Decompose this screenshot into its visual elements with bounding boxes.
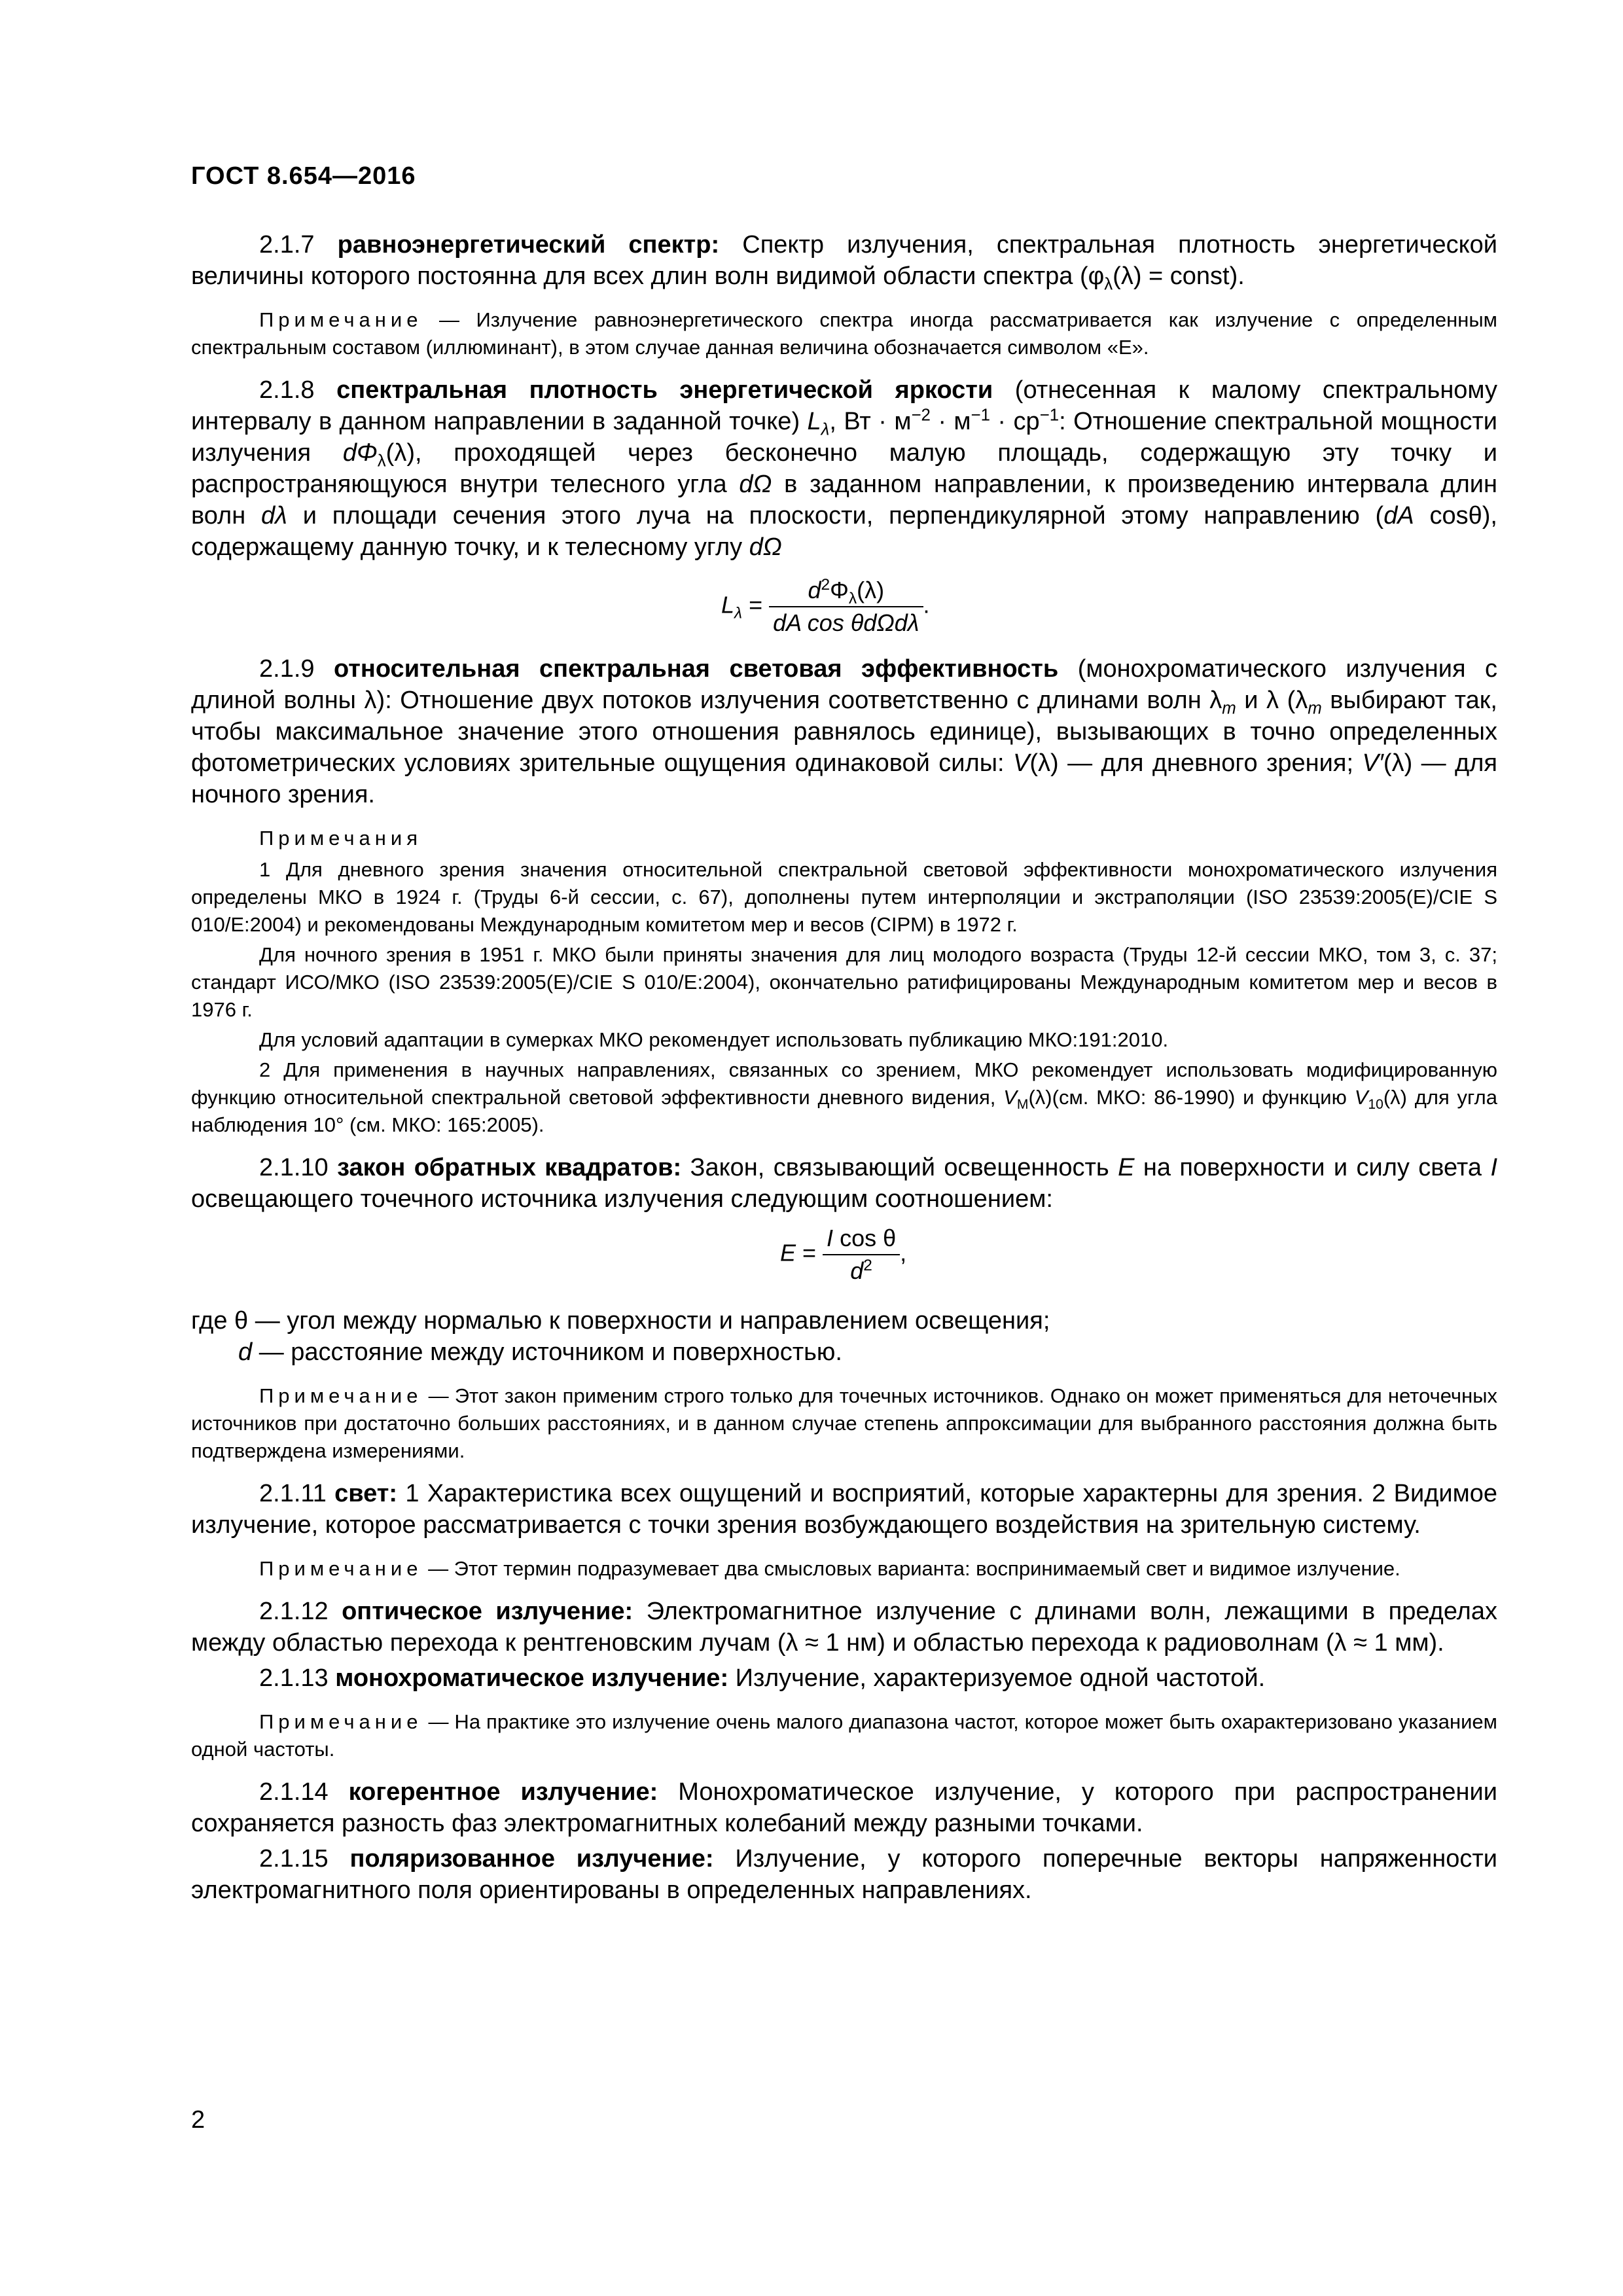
note-1-twilight: Для условий адаптации в сумерках МКО рекомендует использовать публикацию МКО:191:2010. <box>259 1028 1169 1051</box>
subscript: λ <box>377 452 386 471</box>
definition-text: и λ (λ <box>1236 687 1308 714</box>
clause-number: 2.1.12 <box>259 1598 329 1625</box>
note-2-1-13 <box>191 1708 1497 1763</box>
term-title: когерентное излучение: <box>348 1778 658 1806</box>
term-title: свет: <box>334 1480 398 1507</box>
superscript: 2 <box>821 576 830 594</box>
formula-eq: = <box>742 591 770 619</box>
fraction <box>769 577 923 636</box>
definition-text: (монохроматического излучения с длиной волны λ): Отношение двух потоков излучения соответственно с длинами волн λ <box>191 655 1497 714</box>
definition-text: : Отношение спектральной мощности излучения <box>191 408 1497 467</box>
symbol: V′ <box>1362 749 1383 777</box>
definition-2-1-8 <box>191 374 1497 563</box>
definition-text: Излучение, у которого поперечные векторы напряженности электромагнитного поля ориентированы в определенных направлениях. <box>191 1845 1498 1904</box>
clause-number: 2.1.9 <box>259 655 315 683</box>
clause-number: 2.1.8 <box>259 376 315 404</box>
definition-text: , Вт · м <box>829 408 912 435</box>
page-number: 2 <box>191 2106 205 2134</box>
symbol: L <box>807 408 821 435</box>
definition-text: · ср <box>990 408 1040 435</box>
definition-2-1-10 <box>191 1152 1497 1215</box>
definition-2-1-15 <box>191 1843 1497 1906</box>
superscript: 2 <box>863 1257 872 1274</box>
note-2-1-10 <box>191 1382 1497 1465</box>
num-part: I <box>827 1225 834 1251</box>
note-label: Примечание <box>259 308 423 331</box>
definition-text: в заданном направлении, к произведению интервала длин волн <box>191 471 1497 529</box>
note-label: Примечание <box>259 1557 423 1580</box>
subscript: λ <box>1104 275 1113 294</box>
denominator <box>823 1255 900 1284</box>
note-1-night: Для ночного зрения в 1951 г. МКО были приняты значения для лиц молодого возраста (Труды 12-й сессии МКО, том 3, с. 37; стандарт ИСО/МКО (ISO 23539:2005(E)/CIE S 010/E:2004), окончательно ратифицированы Международным комитетом мер и весов в 1976 г. <box>191 943 1497 1021</box>
definition-text: (λ) — для дневного зрения; <box>1029 749 1363 777</box>
definition-text: на поверхности и силу света <box>1134 1154 1491 1181</box>
definition-text: Спектр излучения, спектральная плотность энергетической величины которого постоянна для всех длин волн видимой области спектра (φ <box>191 231 1497 290</box>
note-label: Примечание <box>259 1710 423 1733</box>
numerator <box>823 1225 900 1255</box>
formula-lhs: L <box>721 591 735 619</box>
subscript: λ <box>848 590 857 608</box>
clause-number: 2.1.7 <box>259 231 315 259</box>
subscript: λ <box>734 604 743 622</box>
term-title: закон обратных квадратов: <box>337 1154 682 1181</box>
symbol: V <box>1003 1086 1017 1109</box>
definition-text: (λ) = const). <box>1113 262 1245 290</box>
term-title: поляризованное излучение: <box>349 1845 714 1873</box>
definition-text: Монохроматическое излучение, у которого при распространении сохраняется разность фаз электромагнитных колебаний между разными точками. <box>191 1778 1497 1837</box>
term-title: спектральная плотность энергетической яркости <box>336 376 993 404</box>
symbol: dλ <box>261 502 287 529</box>
definition-text: cosθ), содержащему данную точку, и к телесному углу <box>191 502 1497 561</box>
symbol: dΦ <box>342 439 378 467</box>
where-d <box>191 1336 1497 1368</box>
subscript: m <box>1222 699 1236 718</box>
subscript: 10 <box>1368 1097 1383 1113</box>
note-text: — Излучение равноэнергетического спектра иногда рассматривается как излучение с определенным спектральным составом (иллюминант), в этом случае данная величина обозначается символом «Е». <box>191 308 1497 359</box>
clause-number: 2.1.15 <box>259 1845 329 1873</box>
definition-text: Электромагнитное излучение с длинами волн, лежащими в пределах между областью перехода к рентгеновским лучам (λ ≈ 1 нм) и областью перехода к радиоволнам (λ ≈ 1 мм). <box>191 1598 1497 1657</box>
subscript: M <box>1016 1097 1029 1113</box>
definition-text: 1 Характеристика всех ощущений и восприятий, которые характерны для зрения. 2 Видимое излучение, которое рассматривается с точки зрения возбуждающего воздействия на зрительную систему. <box>191 1480 1497 1539</box>
note-text: 2 Для применения в научных направлениях, связанных со зрением, МКО рекомендует использовать модифицированную функцию относительной спектральной световой эффективности дневного видения, <box>191 1058 1497 1109</box>
num-part: d <box>808 577 821 603</box>
note-text: (λ) для угла наблюдения 10° (см. МКО: 165:2005). <box>191 1086 1497 1136</box>
superscript: −1 <box>971 406 990 425</box>
definition-text: освещающего точечного источника излучения следующим соотношением: <box>191 1185 1053 1213</box>
fraction <box>823 1225 900 1284</box>
note-text: — На практике это излучение очень малого диапазона частот, которое может быть охарактеризовано указанием одной частоты. <box>191 1710 1497 1761</box>
clause-number: 2.1.13 <box>259 1664 329 1692</box>
definition-2-1-9 <box>191 653 1497 810</box>
symbol: dΩ <box>749 533 782 561</box>
symbol: dA <box>1383 502 1414 529</box>
note-2-1-7 <box>191 306 1497 361</box>
superscript: −2 <box>911 406 931 425</box>
clause-number: 2.1.11 <box>259 1480 327 1507</box>
definition-text: (λ) — для ночного зрения. <box>191 749 1497 808</box>
formula-end: , <box>900 1239 907 1266</box>
definition-2-1-14 <box>191 1776 1497 1839</box>
note-1: 1 Для дневного зрения значения относительной спектральной световой эффективности монохроматического излучения определены МКО в 1924 г. (Труды 6-й сессии, с. 67), дополнены путем интерполяции и экстраполяции (ISO 23539:2005(E)/CIE S 010/E:2004) и рекомендованы Международным комитетом мер и весов (CIPM) в 1972 г. <box>191 858 1497 936</box>
subscript: λ <box>821 420 830 439</box>
notes-heading: Примечания <box>259 827 422 850</box>
term-title: равноэнергетический спектр: <box>337 231 720 259</box>
where-theta: где θ — угол между нормалью к поверхности и направлением освещения; <box>191 1307 1050 1335</box>
symbol: I <box>1490 1154 1498 1181</box>
document-header: ГОСТ 8.654—2016 <box>191 162 416 190</box>
definition-text: — расстояние между источником и поверхностью. <box>252 1338 842 1366</box>
definition-text: (λ), проходящей через бесконечно малую площадь, содержащую эту точку и распространяющуюся внутри телесного угла <box>191 439 1497 498</box>
definition-2-1-12 <box>191 1596 1497 1659</box>
clause-number: 2.1.10 <box>259 1154 329 1181</box>
note-label: Примечание <box>259 1384 423 1407</box>
symbol: d <box>238 1338 253 1366</box>
definition-text: · м <box>930 408 971 435</box>
definition-2-1-7 <box>191 229 1497 292</box>
symbol: dΩ <box>739 471 772 498</box>
definition-2-1-11 <box>191 1478 1497 1541</box>
note-text: — Этот термин подразумевает два смысловых варианта: воспринимаемый свет и видимое излучение. <box>428 1557 1400 1580</box>
definition-2-1-13 <box>191 1662 1497 1694</box>
num-part: cos θ <box>833 1225 897 1251</box>
term-title: оптическое излучение: <box>342 1598 633 1625</box>
term-title: монохроматическое излучение: <box>335 1664 729 1692</box>
term-title: относительная спектральная световая эффективность <box>334 655 1059 683</box>
note-text: (λ)(см. МКО: 86-1990) и функцию <box>1028 1086 1355 1109</box>
formula-inverse-square <box>191 1223 1497 1291</box>
definition-text: и площади сечения этого луча на плоскости, перпендикулярной этому направлению ( <box>287 502 1384 529</box>
numerator <box>769 577 923 607</box>
symbol: V <box>1013 749 1030 777</box>
formula-radiance <box>191 571 1497 639</box>
num-part: (λ) <box>857 577 885 603</box>
definition-text: (отнесенная к малому спектральному интервалу в данном направлении в заданной точке) <box>191 376 1497 435</box>
definition-text: Закон, связывающий освещенность <box>681 1154 1118 1181</box>
formula-lhs: E <box>780 1239 796 1266</box>
symbol: V <box>1354 1086 1368 1109</box>
denominator: dA cos θdΩdλ <box>773 609 919 636</box>
symbol: E <box>1118 1154 1135 1181</box>
definition-text: Излучение, характеризуемое одной частотой. <box>728 1664 1266 1692</box>
definition-text: выбирают так, чтобы максимальное значение этого отношения равнялось единице), вызывающих в точно определенных фотометрических условиях зрительные ощущения одинаковой силы: <box>191 687 1497 777</box>
clause-number: 2.1.14 <box>259 1778 329 1806</box>
superscript: −1 <box>1039 406 1060 425</box>
num-part: Φ <box>830 577 849 603</box>
den-part: d <box>850 1257 864 1284</box>
formula-eq: = <box>796 1239 823 1266</box>
document-body <box>191 229 1497 1920</box>
note-2 <box>191 1056 1497 1139</box>
formula-end: . <box>923 591 930 619</box>
note-2-1-11 <box>191 1555 1497 1583</box>
note-text: — Этот закон применим строго только для точечных источников. Однако он может применяться для неточечных источников при достаточно больших расстояниях, и в данном случае степень аппроксимации для выбранного расстояния должна быть подтверждена измерениями. <box>191 1384 1497 1462</box>
subscript: m <box>1308 699 1322 718</box>
